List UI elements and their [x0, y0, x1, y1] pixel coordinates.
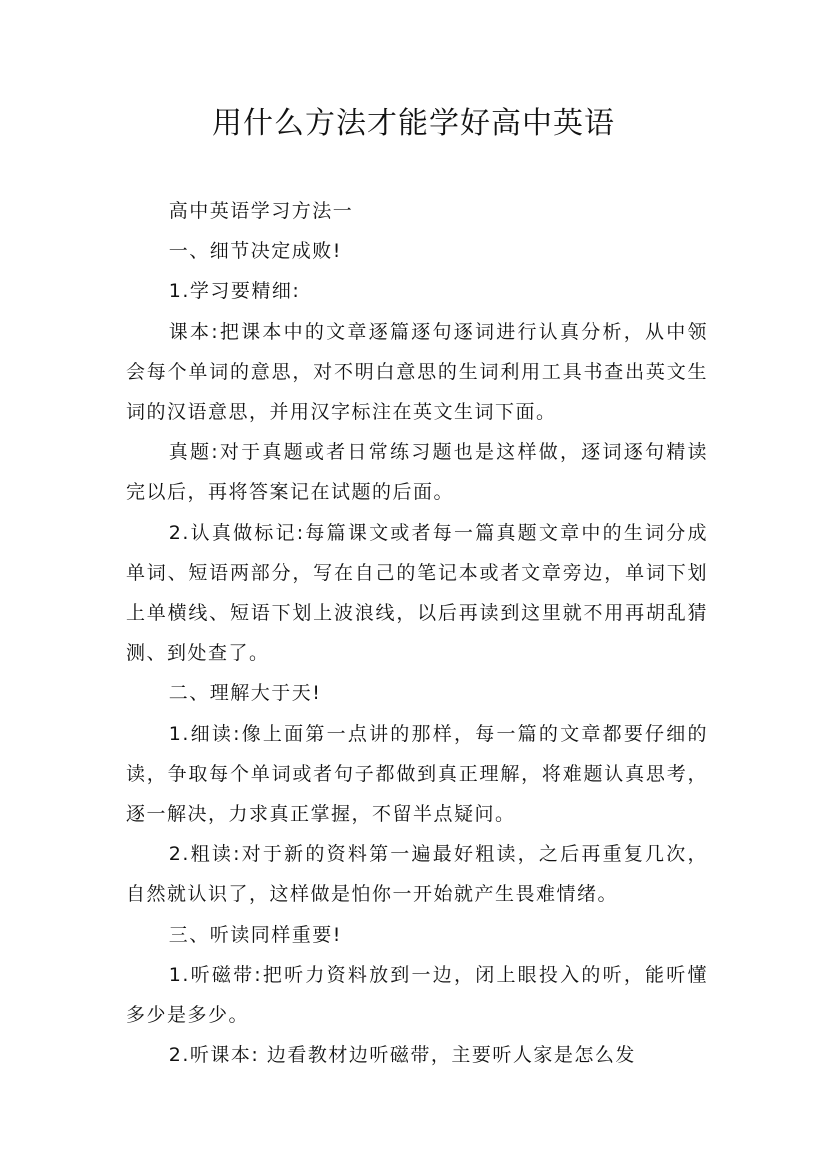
body-paragraph: 1.细读:像上面第一点讲的那样，每一篇的文章都要仔细的读，争取每个单词或者句子都做到真正理解，将难题认真思考，逐一解决，力求真正掌握，不留半点疑问。 — [126, 722, 708, 826]
document-body — [126, 191, 708, 1075]
body-paragraph: 2.粗读:对于新的资料第一遍最好粗读，之后再重复几次，自然就认识了，这样做是怕你一开始就产生畏难情绪。 — [126, 843, 708, 906]
body-paragraph: 真题:对于真题或者日常练习题也是这样做，逐词逐句精读完以后，再将答案记在试题的后面。 — [126, 441, 708, 504]
body-paragraph: 1.听磁带:把听力资料放到一边，闭上眼投入的听，能听懂多少是多少。 — [126, 963, 708, 1027]
body-paragraph: 2.听课本: 边看教材边听磁带，主要听人家是怎么发 — [168, 1044, 636, 1067]
point-heading: 1.学习要精细: — [168, 280, 301, 303]
subsection-heading: 一、细节决定成败! — [168, 240, 342, 263]
document-title: 用什么方法才能学好高中英语 — [212, 106, 615, 141]
body-paragraph: 2.认真做标记:每篇课文或者每一篇真题文章中的生词分成单词、短语两部分，写在自己的笔记本或者文章旁边，单词下划上单横线、短语下划上波浪线，以后再读到这里就不用再胡乱猜测、到处查了。 — [126, 521, 708, 665]
subsection-heading: 二、理解大于天! — [168, 682, 322, 705]
body-paragraph: 课本:把课本中的文章逐篇逐句逐词进行认真分析，从中领会每个单词的意思，对不明白意思的生词利用工具书查出英文生词的汉语意思，并用汉字标注在英文生词下面。 — [126, 320, 708, 424]
section-heading: 高中英语学习方法一 — [168, 200, 354, 222]
subsection-heading: 三、听读同样重要! — [168, 923, 342, 946]
